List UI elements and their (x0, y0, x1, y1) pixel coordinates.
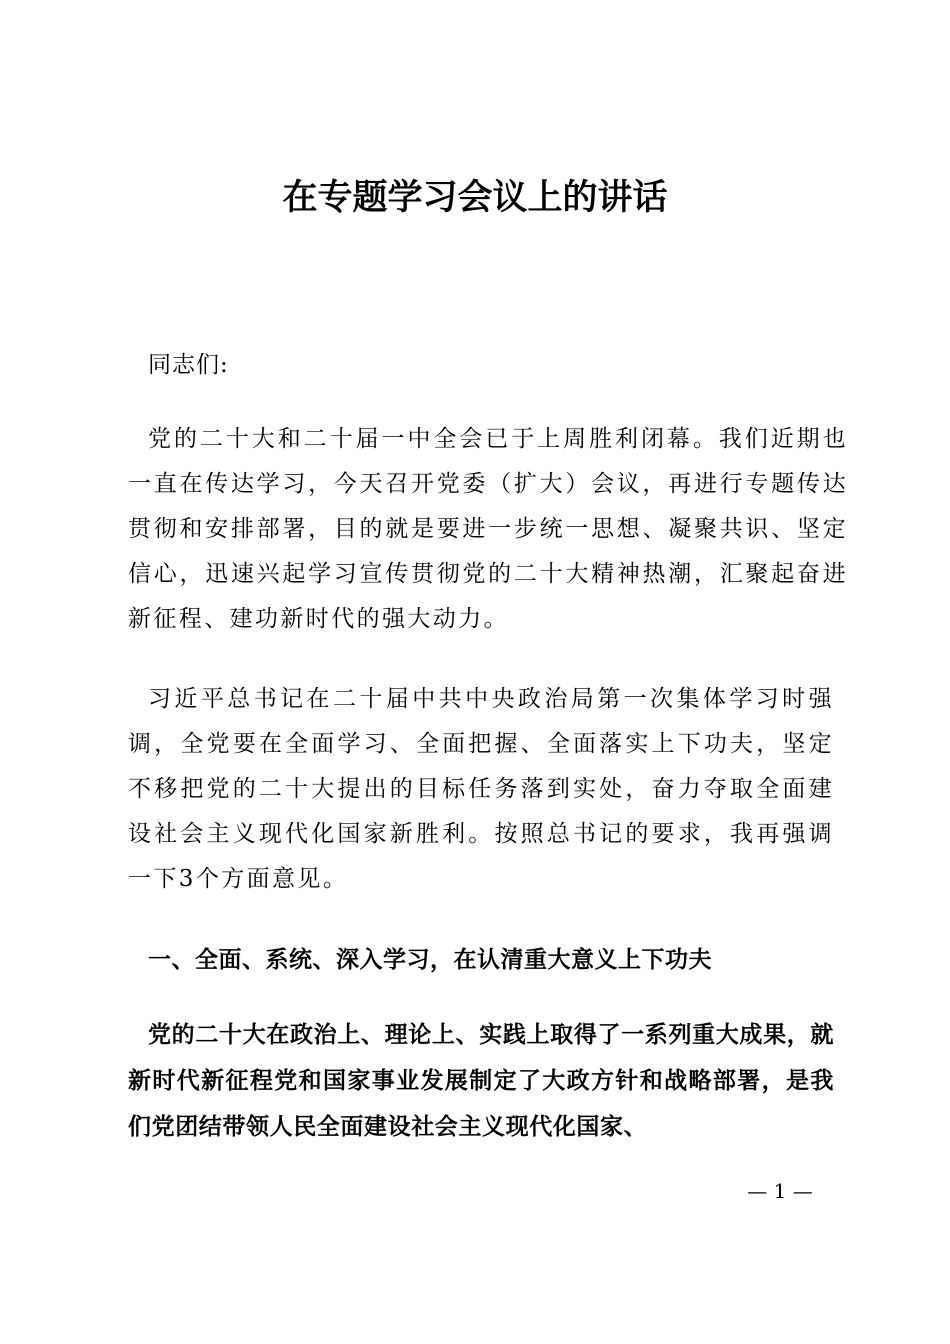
document-title: 在专题学习会议上的讲话 (282, 177, 668, 218)
section-heading: 一、全面、系统、深入学习，在认清重大意义上下功夫 (148, 947, 712, 973)
page-number: — 1 — (747, 1179, 813, 1203)
paragraph-2: 习近平总书记在二十届中共中央政治局第一次集体学习时强调，全党要在全面学习、全面把握、全面落实上下功夫，坚定不移把党的二十大提出的目标任务落到实处，奋力夺取全面建设社会主义现代化国家新胜利。按照总书记的要求，我再强调一下3个方面意见。 (128, 686, 834, 892)
greeting: 同志们: (148, 352, 229, 378)
paragraph-1: 党的二十大和二十届一中全会已于上周胜利闭幕。我们近期也一直在传达学习，今天召开党委（扩大）会议，再进行专题传达贯彻和安排部署，目的就是要进一步统一思想、凝聚共识、坚定信心，迅速兴起学习宣传贯彻党的二十大精神热潮，汇聚起奋进新征程、建功新时代的强大动力。 (128, 426, 848, 632)
section-paragraph: 党的二十大在政治上、理论上、实践上取得了一系列重大成果，就新时代新征程党和国家事业发展制定了大政方针和战略部署，是我们党团结带领人民全面建设社会主义现代化国家、 (128, 1022, 834, 1140)
